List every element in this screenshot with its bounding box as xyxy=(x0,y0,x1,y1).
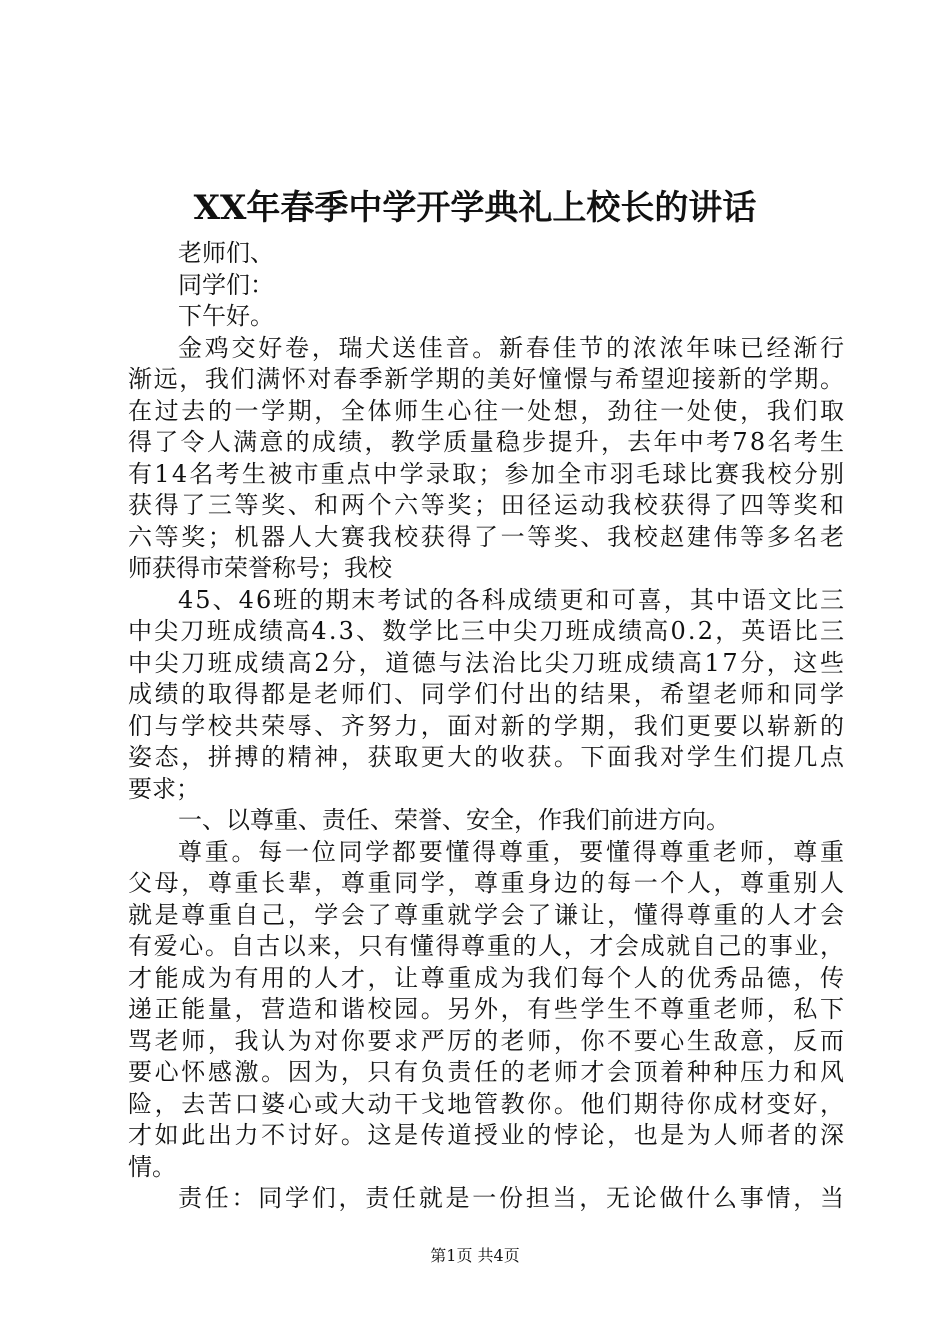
text-line: 师获得市荣誉称号；我校 xyxy=(128,554,392,582)
document-body xyxy=(128,238,847,1215)
text-line: 就是尊重自己，学会了尊重就学会了谦让，懂得尊重的人才会 xyxy=(128,900,847,929)
text-line: 要心怀感激。因为，只有负责任的老师才会顶着种种压力和风 xyxy=(128,1058,847,1086)
text-line: 在过去的一学期，全体师生心往一处想，劲往一处使，我们取 xyxy=(128,396,847,425)
text-line: 有14名考生被市重点中学录取；参加全市羽毛球比赛我校分别 xyxy=(128,459,847,488)
text-line: 才如此出力不讨好。这是传道授业的悖论，也是为人师者的深 xyxy=(128,1121,847,1149)
text-line: 才能成为有用的人才，让尊重成为我们每个人的优秀品德，传 xyxy=(128,963,847,992)
document-title: XX年春季中学开学典礼上校长的讲话 xyxy=(193,188,757,228)
text-line: 成绩的取得都是老师们、同学们付出的结果，希望老师和同学 xyxy=(128,680,847,708)
text-line: 六等奖；机器人大赛我校获得了一等奖、我校赵建伟等多名老 xyxy=(128,522,847,551)
text-line: 下午好。 xyxy=(178,302,274,330)
text-line: 责任：同学们，责任就是一份担当，无论做什么事情，当 xyxy=(178,1184,847,1212)
text-line: 姿态，拼搏的精神，获取更大的收获。下面我对学生们提几点 xyxy=(128,743,847,771)
text-line: 情。 xyxy=(128,1152,176,1181)
text-line: 险，去苦口婆心或大动干戈地管教你。他们期待你成材变好， xyxy=(128,1089,847,1118)
text-line: 父母，尊重长辈，尊重同学，尊重身边的每一个人，尊重别人 xyxy=(128,869,847,897)
text-line: 有爱心。自古以来，只有懂得尊重的人，才会成就自己的事业， xyxy=(128,932,846,960)
text-line: 45、46班的期末考试的各科成绩更和可喜，其中语文比三 xyxy=(178,585,847,614)
text-line: 同学们： xyxy=(178,270,274,299)
text-line: 一、以尊重、责任、荣誉、安全，作我们前进方向。 xyxy=(178,806,730,834)
text-line: 递正能量，营造和谐校园。另外，有些学生不尊重老师，私下 xyxy=(128,995,847,1023)
text-line: 得了令人满意的成绩，教学质量稳步提升，去年中考78名考生 xyxy=(128,428,847,456)
text-line: 金鸡交好卷，瑞犬送佳音。新春佳节的浓浓年味已经渐行 xyxy=(178,333,847,362)
text-line: 尊重。每一位同学都要懂得尊重，要懂得尊重老师，尊重 xyxy=(178,837,847,866)
text-line: 渐远，我们满怀对春季新学期的美好憧憬与希望迎接新的学期。 xyxy=(128,365,846,393)
text-line: 获得了三等奖、和两个六等奖；田径运动我校获得了四等奖和 xyxy=(128,491,847,519)
text-line: 中尖刀班成绩高2分，道德与法治比尖刀班成绩高17分，这些 xyxy=(128,648,847,677)
text-line: 要求； xyxy=(128,774,200,803)
text-line: 老师们、 xyxy=(178,239,274,267)
text-line: 中尖刀班成绩高4.3、数学比三中尖刀班成绩高0.2，英语比三 xyxy=(128,617,847,645)
text-line: 骂老师，我认为对你要求严厉的老师，你不要心生敌意，反而 xyxy=(128,1026,847,1055)
page-footer: 第1页 共4页 xyxy=(430,1246,520,1265)
text-line: 们与学校共荣辱、齐努力，面对新的学期，我们更要以崭新的 xyxy=(128,711,847,740)
